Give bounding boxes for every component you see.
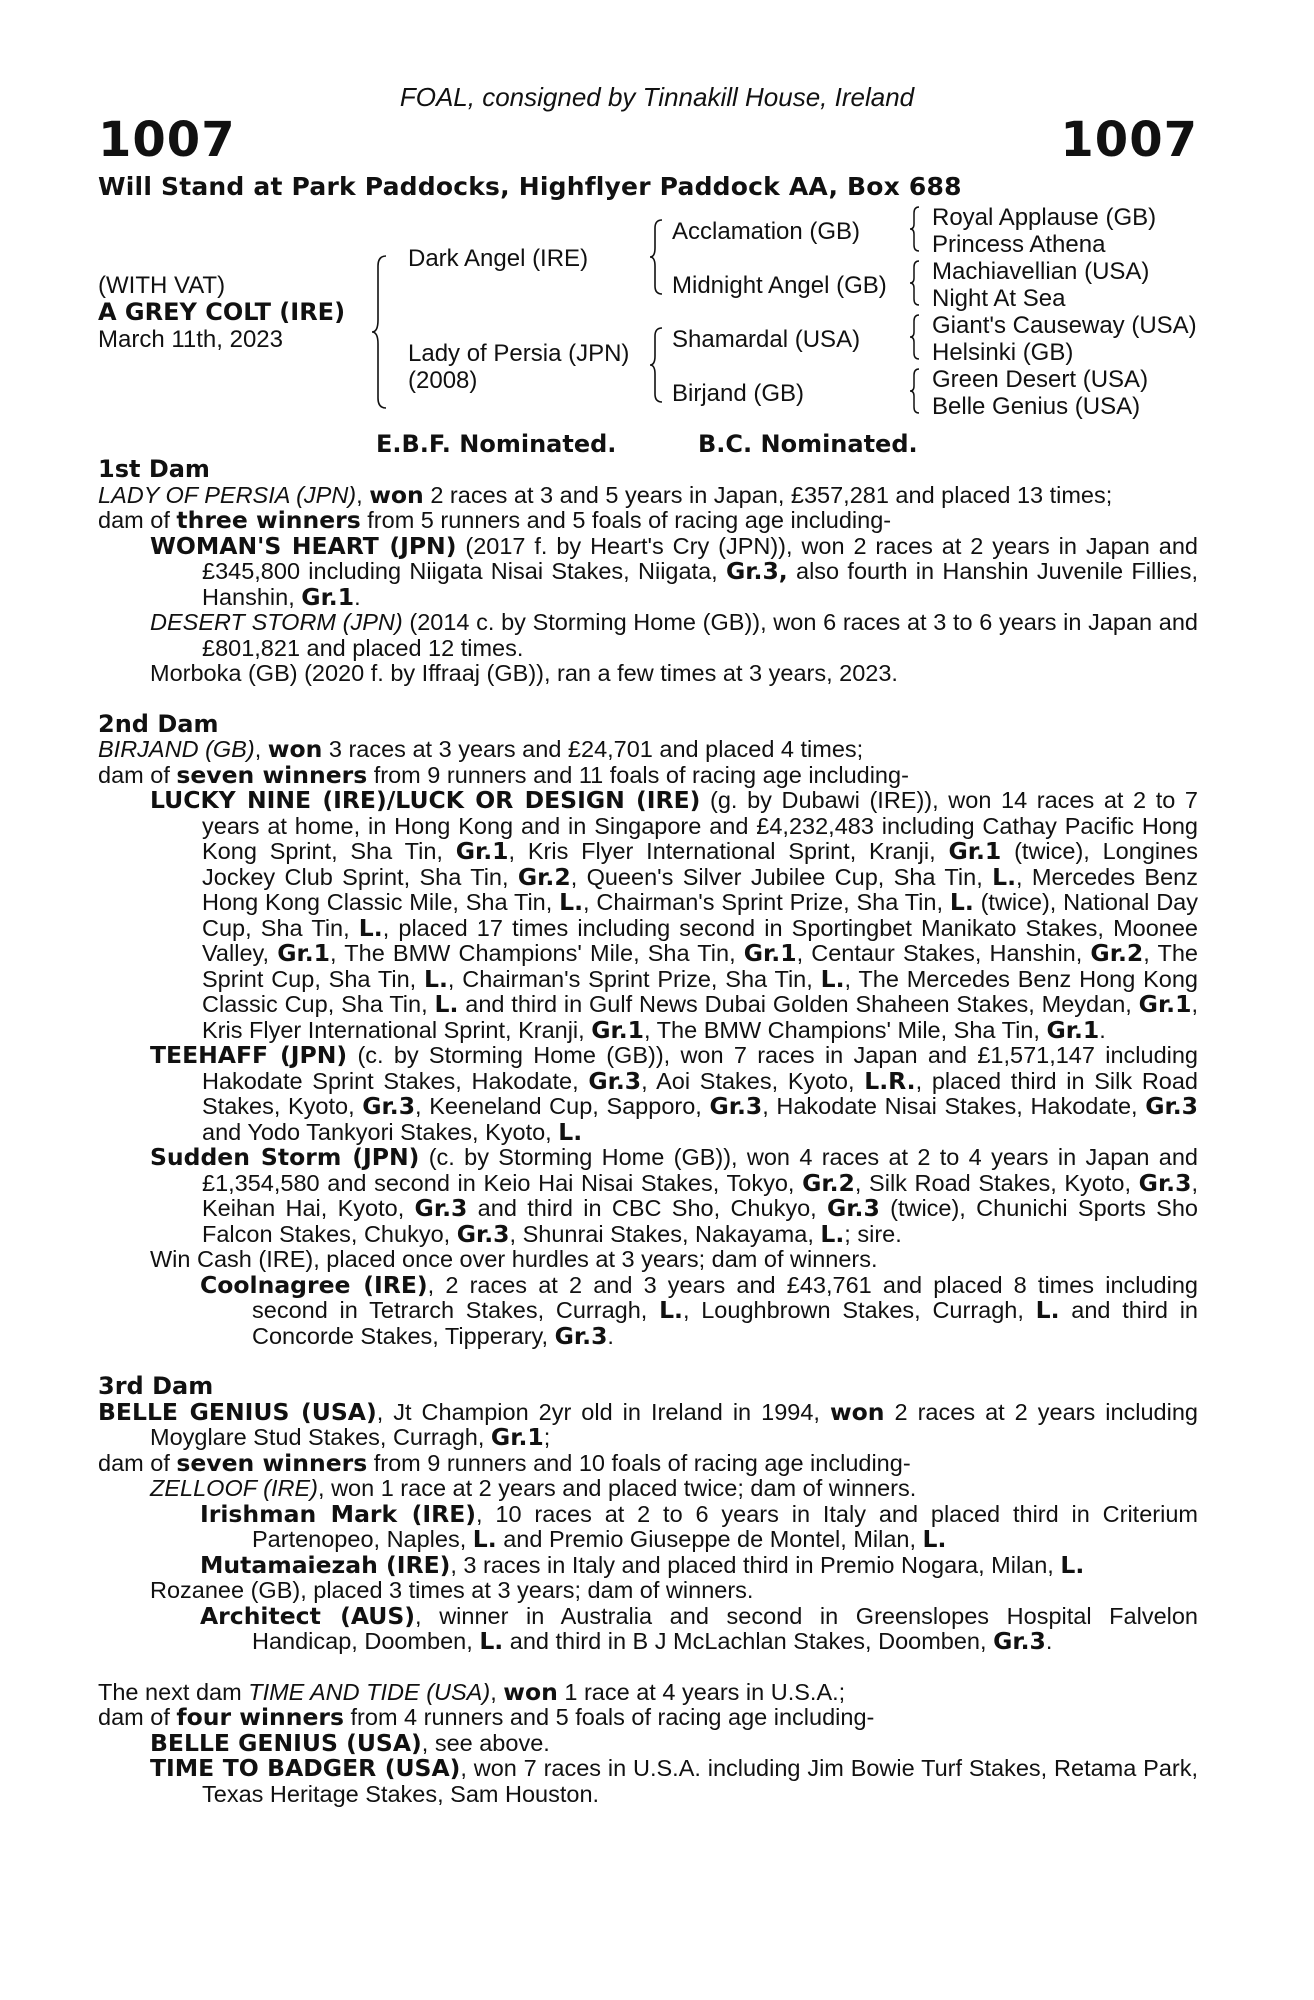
pedigree-brace-2 [648,218,666,296]
next-dam-intro: The next dam TIME AND TIDE (USA), won 1 race at 4 years in U.S.A.; [98,1677,846,1706]
progeny-lucky-nine: LUCKY NINE (IRE)/LUCK OR DESIGN (IRE) (g. by Dubawi (IRE)), won 14 races at 2 to 7 years at home, in Hong Kong and in Singapore and £4,232,483 including Cathay Pacific Hong Kong Sprint, Sha Tin, Gr.1, Kris Flyer International Sprint, Kranji, Gr.1 (twice), Longines Jockey Club Sprint, Sha Tin, Gr.2, Queen's Silver Jubilee Cup, Sha Tin, L., Mercedes Benz Hong Kong Classic Mile, Sha Tin, L., Chairman's Sprint Prize, Sha Tin, L. (twice), National Day Cup, Sha Tin, L., placed 17 times including second in Sportingbet Manikato Stakes, Moonee Valley, Gr.1, The BMW Champions' Mile, Sha Tin, Gr.1, Centaur Stakes, Hanshin, Gr.2, The Sprint Cup, Sha Tin, L., Chairman's Sprint Prize, Sha Tin, L., The Mercedes Benz Hong Kong Classic Cup, Sha Tin, L. and third in Gulf News Dubai Golden Shaheen Stakes, Meydan, Gr.1, Kris Flyer International Sprint, Kranji, Gr.1, The BMW Champions' Mile, Sha Tin, Gr.1. [150,786,1199,1044]
dam-dam-sire: Green Desert (USA) [932,366,1149,393]
second-dam-intro: BIRJAND (GB), won 3 races at 3 years and £24,701 and placed 4 times; [98,735,864,763]
dam-dam: Birjand (GB) [672,380,805,407]
pedigree-brace-1 [370,254,390,410]
first-dam-heading: 1st Dam [98,455,210,483]
ebf-nomination: E.B.F. Nominated. [376,430,617,458]
first-dam-summary: dam of three winners from 5 runners and 5 foals of racing age including- [98,506,892,534]
pedigree-brace-7 [908,366,922,416]
vat-note: (WITH VAT) [98,272,226,299]
progeny-teehaff: TEEHAFF (JPN) (c. by Storming Home (GB)), won 7 races in Japan and £1,571,147 including Hakodate Sprint Stakes, Hakodate, Gr.3, Aoi Stakes, Kyoto, L.R., placed third in Silk Road Stakes, Kyoto, Gr.3, Keeneland Cup, Sapporo, Gr.3, Hakodate Nisai Stakes, Hakodate, Gr.3 and Yodo Tankyori Stakes, Kyoto, L. [150,1041,1198,1146]
dam-year: (2008) [408,367,478,394]
third-dam-heading: 3rd Dam [98,1372,214,1400]
pedigree-brace-3 [648,326,666,404]
progeny-win-cash: Win Cash (IRE), placed once over hurdles at 3 years; dam of winners. [150,1246,878,1272]
stand-location: Will Stand at Park Paddocks, Highflyer Paddock AA, Box 688 [98,172,962,201]
third-dam-intro: BELLE GENIUS (USA), Jt Champion 2yr old in Ireland in 1994, won 2 races at 2 years including Moyglare Stud Stakes, Curragh, Gr.1; [98,1397,1198,1451]
second-dam-heading: 2nd Dam [98,709,219,738]
sire-sire-dam: Princess Athena [932,231,1106,258]
dam-sire-dam: Helsinki (GB) [932,339,1074,366]
bc-nomination: B.C. Nominated. [698,430,918,458]
dam-sire: Shamardal (USA) [672,326,861,353]
pedigree-brace-6 [908,312,922,362]
third-dam-summary: dam of seven winners from 9 runners and 10 foals of racing age including- [98,1448,911,1477]
progeny-belle-genius: BELLE GENIUS (USA), see above. [150,1728,550,1757]
sire: Dark Angel (IRE) [408,245,589,272]
pedigree-brace-4 [908,204,922,254]
progeny-time-to-badger: TIME TO BADGER (USA), won 7 races in U.S.A. including Jim Bowie Turf Stakes, Retama Park, Texas Heritage Stakes, Sam Houston. [150,1754,1198,1807]
sire-dam-sire: Machiavellian (USA) [932,258,1150,285]
lot-name: A GREY COLT (IRE) [98,298,346,326]
progeny-architect: Architect (AUS), winner in Australia and second in Greenslopes Hospital Falvelon Handicap, Doomben, L. and third in B J McLachlan Stakes, Doomben, Gr.3. [200,1601,1198,1655]
produce-record [98,457,1198,1807]
progeny-coolnagree: Coolnagree (IRE), 2 races at 2 and 3 years and £43,761 and placed 8 times including second in Tetrarch Stakes, Curragh, L., Loughbrown Stakes, Curragh, L. and third in Concorde Stakes, Tipperary, Gr.3. [200,1270,1198,1350]
second-dam-summary: dam of seven winners from 9 runners and 11 foals of racing age including- [98,760,909,789]
sire-dam: Midnight Angel (GB) [672,272,887,299]
lot-number-right: 1007 [1060,112,1198,168]
progeny-desert-storm: DESERT STORM (JPN) (2014 c. by Storming Home (GB)), won 6 races at 3 to 6 years in Japan and £801,821 and placed 12 times. [150,609,1198,661]
dam-sire-sire: Giant's Causeway (USA) [932,312,1197,339]
sire-sire-sire: Royal Applause (GB) [932,204,1157,231]
consignor-line: FOAL, consigned by Tinnakill House, Ireland [399,82,915,112]
progeny-morboka: Morboka (GB) (2020 f. by Iffraaj (GB)), ran a few times at 3 years, 2023. [150,660,898,686]
pedigree-brace-5 [908,258,922,308]
progeny-mutamaiezah: Mutamaiezah (IRE), 3 races in Italy and placed third in Premio Nogara, Milan, L. [200,1550,1085,1579]
foaling-date: March 11th, 2023 [98,326,284,353]
dam: Lady of Persia (JPN) [408,340,630,367]
sire-dam-dam: Night At Sea [932,285,1066,312]
progeny-zelloof: ZELLOOF (IRE), won 1 race at 2 years and placed twice; dam of winners. [150,1475,917,1501]
lot-number-left: 1007 [98,112,236,168]
progeny-irishman-mark: Irishman Mark (IRE), 10 races at 2 to 6 years in Italy and placed third in Criterium Partenopeo, Naples, L. and Premio Giuseppe de Montel, Milan, L. [200,1499,1198,1553]
progeny-sudden-storm: Sudden Storm (JPN) (c. by Storming Home (GB)), won 4 races at 2 to 4 years in Japan and £1,354,580 and second in Keio Hai Nisai Stakes, Tokyo, Gr.2, Silk Road Stakes, Kyoto, Gr.3, Keihan Hai, Kyoto, Gr.3 and third in CBC Sho, Chukyo, Gr.3 (twice), Chunichi Sports Sho Falcon Stakes, Chukyo, Gr.3, Shunrai Stakes, Nakayama, L.; sire. [150,1143,1199,1248]
sire-sire: Acclamation (GB) [672,218,861,245]
next-dam-summary: dam of four winners from 4 runners and 5 foals of racing age including- [98,1703,875,1731]
dam-dam-dam: Belle Genius (USA) [932,393,1141,420]
first-dam-intro: LADY OF PERSIA (JPN), won 2 races at 3 and 5 years in Japan, £357,281 and placed 13 times; [98,480,1113,509]
progeny-womans-heart: WOMAN'S HEART (JPN) (2017 f. by Heart's Cry (JPN)), won 2 races at 2 years in Japan and £345,800 including Niigata Nisai Stakes, Niigata, Gr.3, also fourth in Hanshin Juvenile Fillies, Hanshin, Gr.1. [150,531,1198,611]
progeny-rozanee: Rozanee (GB), placed 3 times at 3 years; dam of winners. [150,1577,754,1603]
